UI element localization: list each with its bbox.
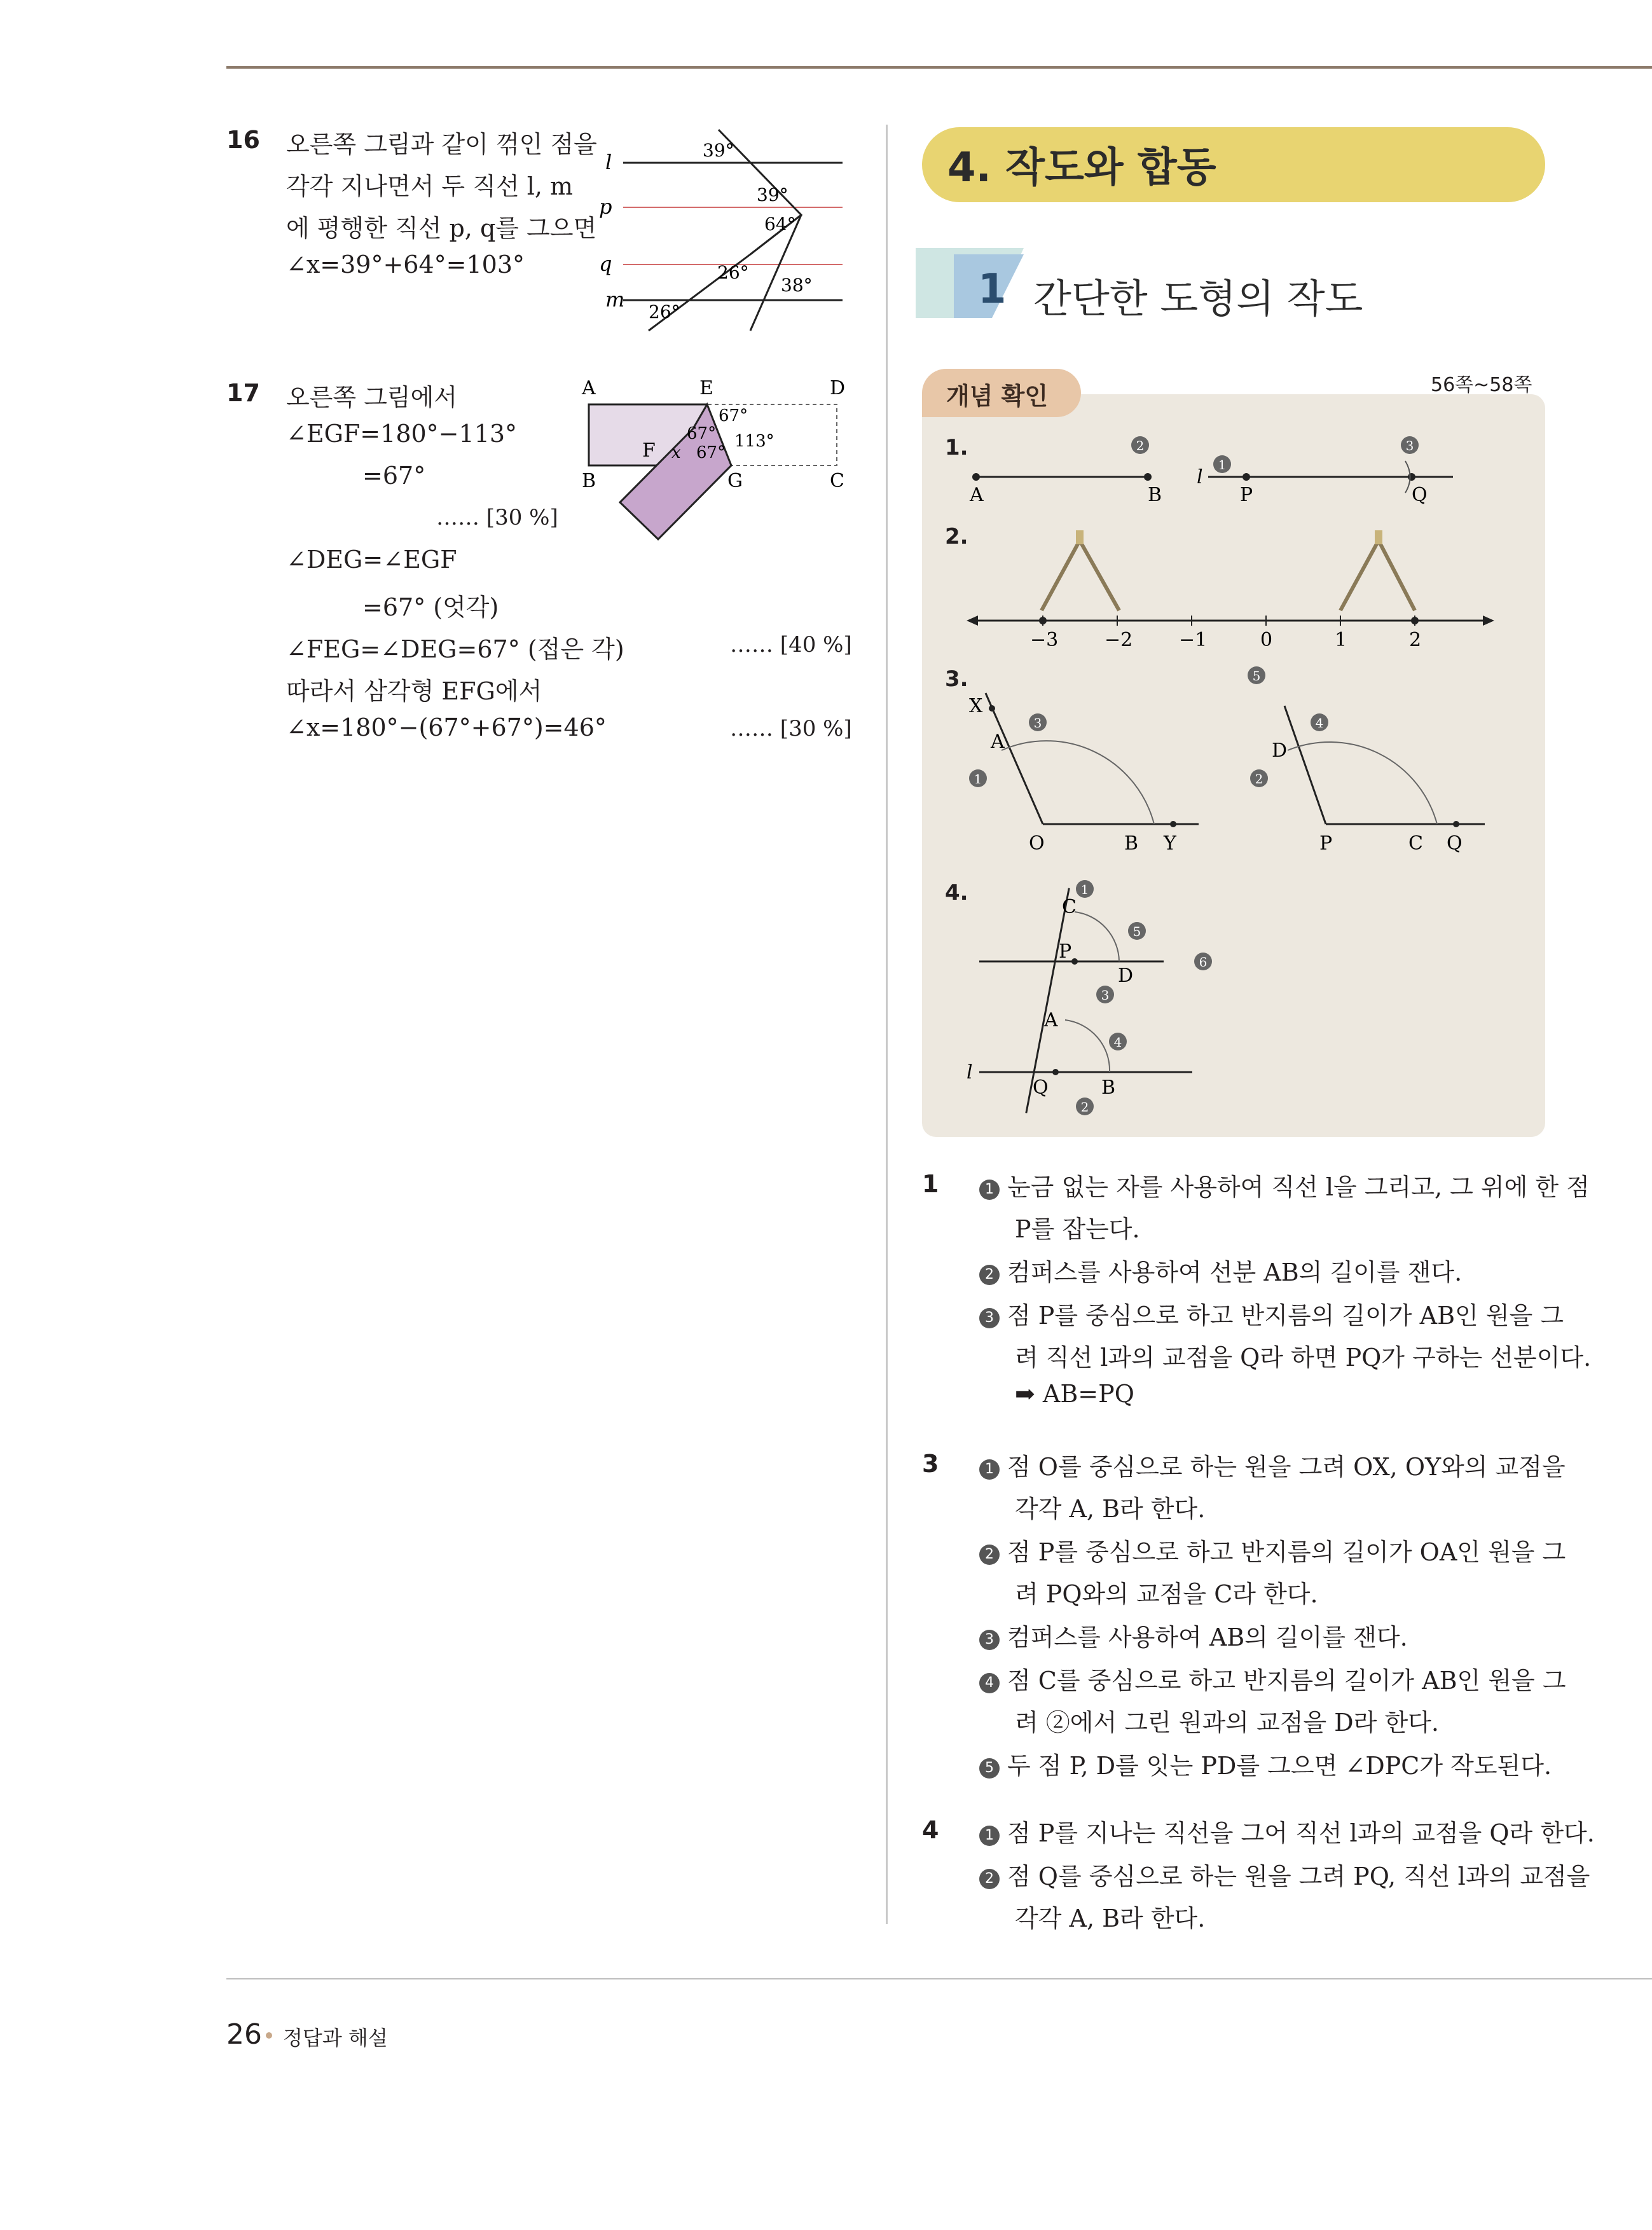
svg-text:C: C	[1062, 896, 1077, 918]
svg-text:Q: Q	[1412, 484, 1428, 506]
angle-x: x	[671, 443, 681, 462]
q17-line-4: ∠DEG=∠EGF	[286, 546, 457, 574]
a3-step-4: 4 점 C를 중심으로 하고 반지름의 길이가 AB인 원을 그	[979, 1661, 1566, 1696]
svg-text:A: A	[1044, 1009, 1058, 1031]
angle-64: 64°	[764, 214, 796, 235]
svg-text:2: 2	[1409, 629, 1422, 651]
a3-step-2: 2 점 P를 중심으로 하고 반지름의 길이가 OA인 원을 그	[979, 1532, 1566, 1567]
fig3-number: 3.	[945, 666, 968, 692]
fig1-number: 1.	[945, 435, 968, 460]
label-E: E	[699, 377, 713, 399]
q16-line-2: 각각 지나면서 두 직선 l, m	[286, 172, 574, 200]
label-F: F	[642, 439, 656, 462]
label-q: q	[599, 252, 612, 276]
q17-figure	[572, 375, 852, 547]
fig4-number: 4.	[945, 880, 968, 905]
svg-text:A: A	[970, 484, 984, 506]
page-reference: 56쪽~58쪽	[1431, 374, 1532, 396]
svg-text:B: B	[1148, 484, 1162, 506]
svg-text:Q: Q	[1033, 1077, 1049, 1099]
svg-text:l: l	[1197, 466, 1203, 488]
fig1-segments	[967, 426, 1475, 509]
a1-result: ➡ AB=PQ	[1015, 1380, 1134, 1408]
answer-4-number: 4	[922, 1816, 939, 1844]
angle-67-b: 67°	[687, 424, 717, 443]
a4-step-2: 2 점 Q를 중심으로 하는 원을 그려 PQ, 직선 l과의 교점을	[979, 1857, 1590, 1892]
a3-step-2-cont: 려 PQ와의 교점을 C라 한다.	[1015, 1580, 1318, 1608]
q17-line-1: 오른쪽 그림에서	[286, 383, 458, 411]
svg-text:1: 1	[1335, 629, 1347, 651]
answer-3-number: 3	[922, 1450, 939, 1478]
subsection-badge	[916, 248, 1030, 324]
q16-figure	[598, 121, 852, 337]
svg-text:1: 1	[1218, 457, 1227, 472]
a1-step-2: 2 컴퍼스를 사용하여 선분 AB의 길이를 잰다.	[979, 1253, 1462, 1288]
q17-score-2: …… [40 %]	[730, 632, 852, 657]
a1-step-3-cont: 려 직선 l과의 교점을 Q라 하면 PQ가 구하는 선분이다.	[1015, 1344, 1592, 1372]
a3-step-1: 1 점 O를 중심으로 하는 원을 그려 OX, OY와의 교점을	[979, 1447, 1566, 1482]
a4-step-2-cont: 각각 A, B라 한다.	[1015, 1904, 1206, 1932]
svg-text:3: 3	[1033, 715, 1042, 731]
subsection-number: 1	[978, 266, 1007, 313]
svg-text:3: 3	[1101, 988, 1110, 1003]
bottom-rule	[226, 1978, 1652, 1979]
q17-score-3: …… [30 %]	[730, 716, 852, 741]
svg-text:−1: −1	[1179, 629, 1208, 651]
angle-26-m: 26°	[649, 301, 680, 322]
svg-text:3: 3	[1405, 438, 1414, 453]
svg-text:B: B	[1124, 832, 1139, 855]
fig3-angles	[967, 661, 1501, 858]
q16-line-3: 에 평행한 직선 p, q를 그으면	[286, 214, 597, 242]
label-G: G	[727, 470, 743, 492]
q16-line-1: 오른쪽 그림과 같이 꺾인 점을	[286, 130, 597, 158]
angle-113: 113°	[734, 432, 774, 451]
angle-38: 38°	[781, 275, 813, 296]
label-p: p	[599, 195, 612, 219]
svg-text:D: D	[1272, 740, 1288, 762]
svg-text:2: 2	[1255, 771, 1263, 787]
a1-step-1: 1 눈금 없는 자를 사용하여 직선 l을 그리고, 그 위에 한 점	[979, 1167, 1590, 1202]
column-divider	[886, 125, 888, 1924]
q17-number: 17	[226, 379, 260, 407]
svg-text:2: 2	[1080, 1099, 1089, 1115]
svg-text:Q: Q	[1447, 832, 1463, 855]
page-number: 26	[226, 2018, 262, 2051]
svg-text:4: 4	[1315, 715, 1324, 731]
svg-text:B: B	[1101, 1077, 1116, 1099]
a4-step-1: 1 점 P를 지나는 직선을 그어 직선 l과의 교점을 Q라 한다.	[979, 1814, 1595, 1848]
q17-line-7: 따라서 삼각형 EFG에서	[286, 677, 542, 705]
label-C: C	[830, 470, 844, 492]
answer-1-number: 1	[922, 1170, 939, 1198]
footer-dot	[266, 2032, 272, 2039]
label-l: l	[605, 150, 612, 174]
angle-39-p: 39°	[757, 184, 788, 205]
label-m: m	[605, 287, 625, 312]
label-B: B	[582, 470, 596, 492]
fig2-number-line	[967, 521, 1494, 655]
a3-step-1-cont: 각각 A, B라 한다.	[1015, 1495, 1206, 1523]
a1-step-3: 3 점 P를 중심으로 하고 반지름의 길이가 AB인 원을 그	[979, 1296, 1564, 1331]
svg-text:X: X	[969, 695, 983, 717]
a3-step-3: 3 컴퍼스를 사용하여 AB의 길이를 잰다.	[979, 1618, 1408, 1653]
svg-text:P: P	[1319, 832, 1333, 855]
svg-text:O: O	[1029, 832, 1045, 855]
svg-text:5: 5	[1132, 924, 1141, 939]
svg-text:5: 5	[1252, 668, 1261, 684]
fig2-number: 2.	[945, 524, 968, 549]
fig4-parallel	[967, 874, 1297, 1128]
a3-step-5: 5 두 점 P, D를 잇는 PD를 그으면 ∠DPC가 작도된다.	[979, 1746, 1552, 1781]
svg-text:4: 4	[1113, 1035, 1122, 1050]
footer-title: 정답과 해설	[283, 2026, 388, 2050]
concept-tab-label: 개념 확인	[946, 382, 1049, 410]
svg-text:−2: −2	[1105, 629, 1133, 651]
svg-text:C: C	[1408, 832, 1423, 855]
svg-text:P: P	[1059, 940, 1072, 963]
angle-39-top: 39°	[703, 140, 734, 161]
q16-number: 16	[226, 126, 260, 154]
svg-text:P: P	[1240, 484, 1253, 506]
q16-line-4: ∠x=39°+64°=103°	[286, 251, 525, 279]
svg-text:6: 6	[1199, 954, 1208, 970]
svg-text:−3: −3	[1030, 629, 1059, 651]
section-title: 4. 작도와 합동	[947, 144, 1216, 191]
svg-text:2: 2	[1136, 438, 1145, 453]
q17-line-3: =67°	[362, 462, 426, 490]
svg-text:1: 1	[974, 771, 982, 787]
q17-score-1: …… [30 %]	[436, 505, 558, 530]
svg-text:Y: Y	[1164, 832, 1176, 855]
a1-step-1-cont: P를 잡는다.	[1015, 1215, 1140, 1243]
q17-line-5: =67° (엇각)	[362, 593, 499, 621]
svg-text:0: 0	[1260, 629, 1273, 651]
svg-text:1: 1	[1080, 882, 1089, 897]
label-A: A	[582, 377, 596, 399]
top-rule	[226, 66, 1652, 69]
q17-line-6: ∠FEG=∠DEG=67° (접은 각)	[286, 635, 624, 663]
svg-text:l: l	[967, 1061, 973, 1084]
q17-line-2: ∠EGF=180°−113°	[286, 420, 518, 448]
angle-26-q: 26°	[717, 262, 749, 283]
svg-text:D: D	[1118, 965, 1134, 987]
q17-line-8: ∠x=180°−(67°+67°)=46°	[286, 713, 607, 741]
angle-67-c: 67°	[696, 443, 726, 462]
a3-step-4-cont: 려 ②에서 그린 원과의 교점을 D라 한다.	[1015, 1709, 1439, 1737]
svg-text:A: A	[991, 731, 1005, 753]
angle-67-a: 67°	[719, 406, 748, 425]
label-D: D	[830, 377, 846, 399]
subsection-title: 간단한 도형의 작도	[1033, 275, 1363, 322]
